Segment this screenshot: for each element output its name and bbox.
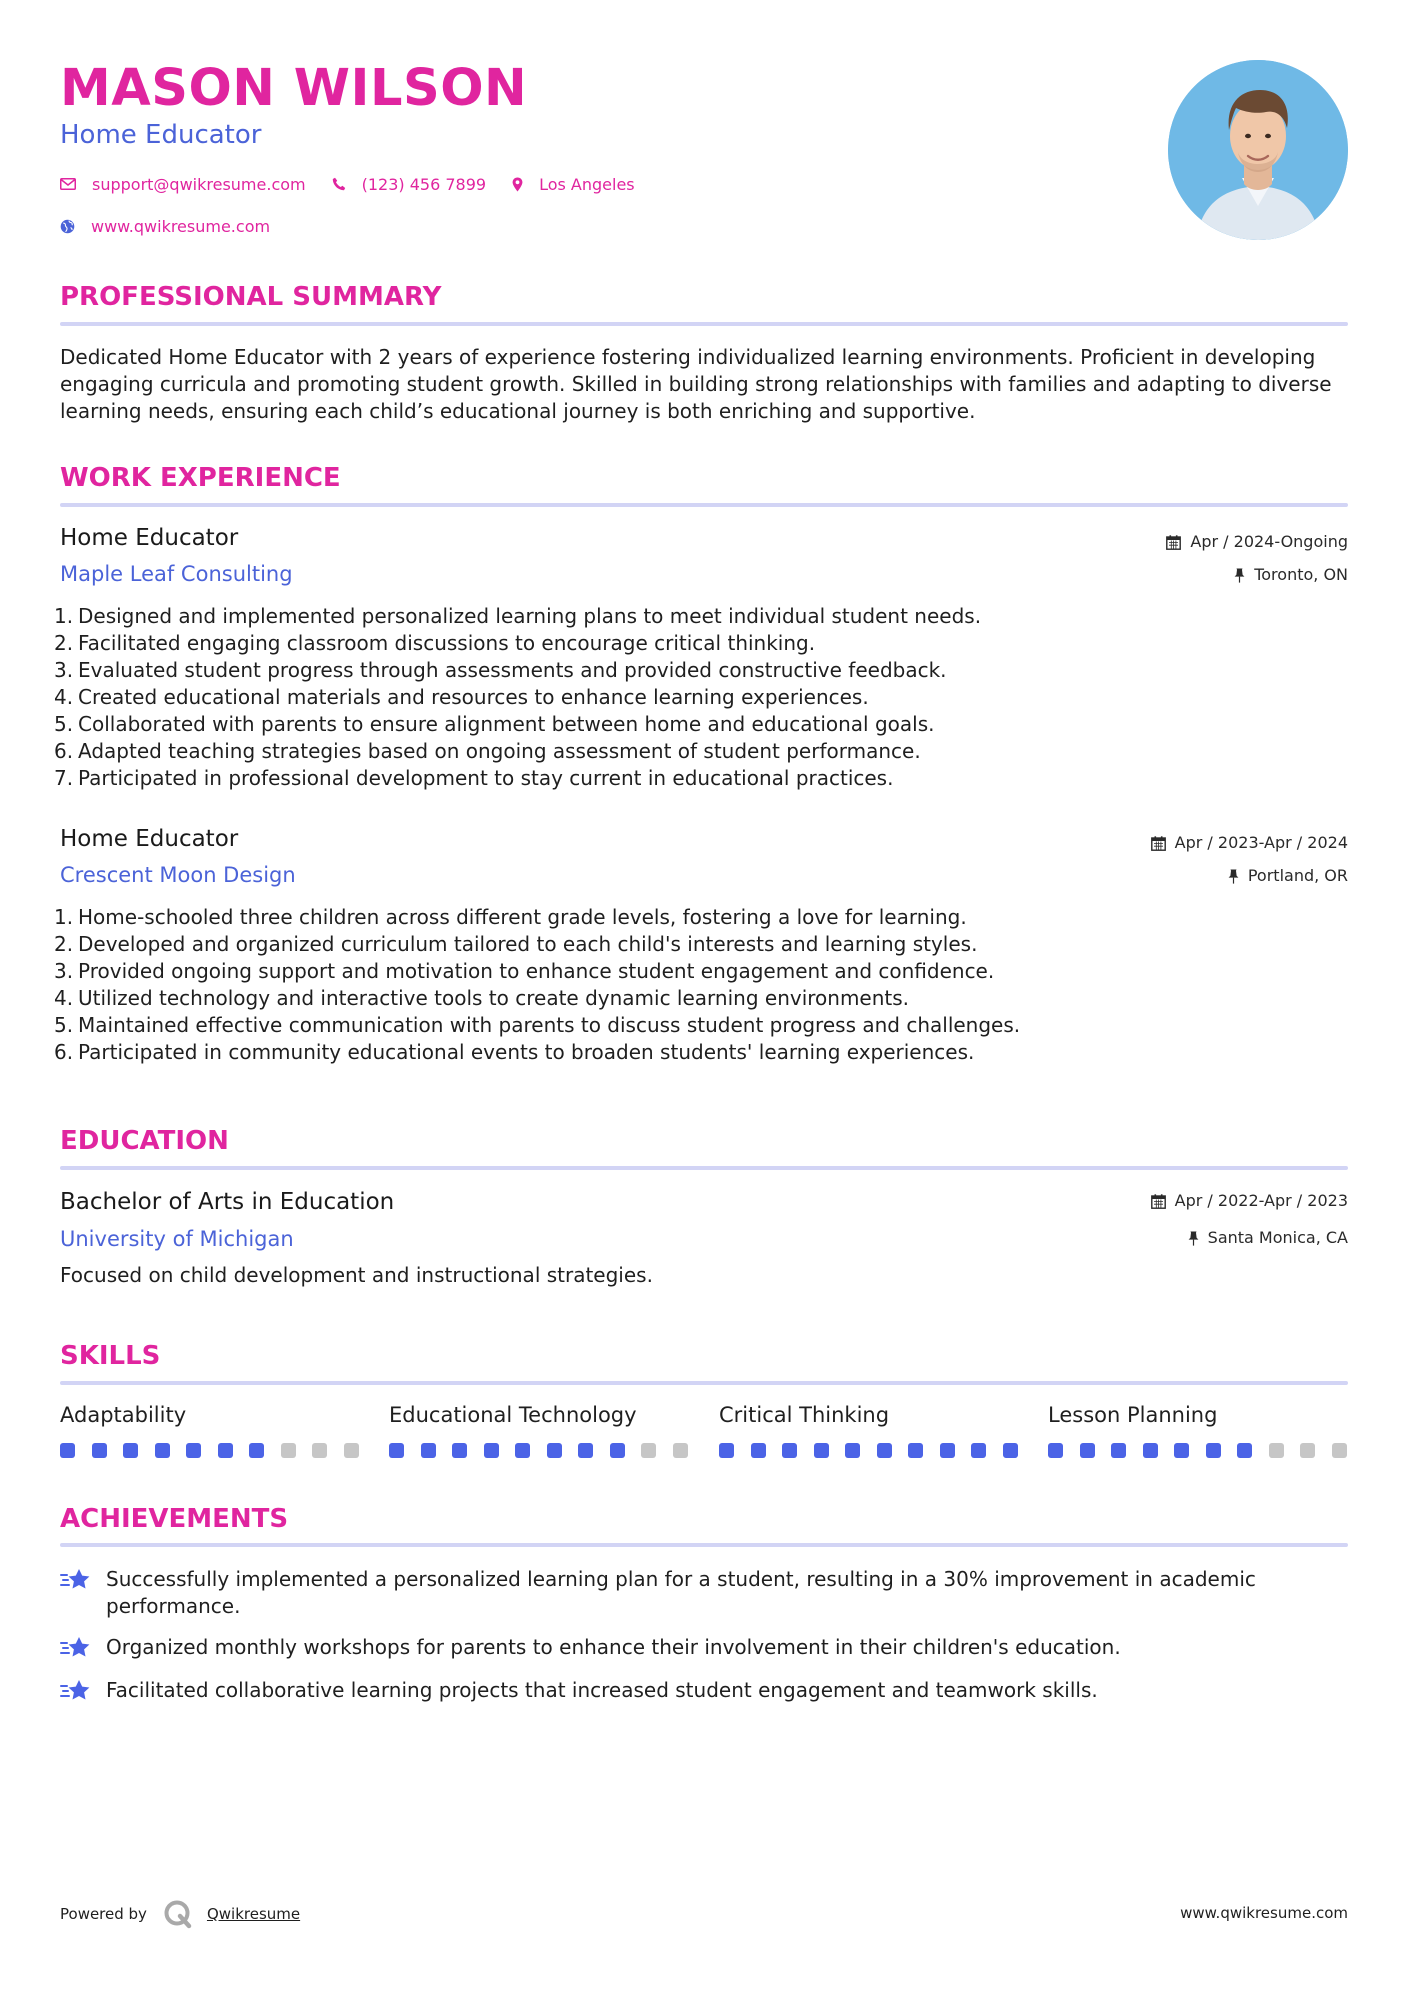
pushpin-icon (1234, 568, 1245, 583)
section-divider (60, 322, 1348, 326)
skill-dot-filled (814, 1443, 829, 1458)
job-dates-text: Apr / 2023-Apr / 2024 (1174, 833, 1348, 852)
job-location-text: Portland, OR (1247, 866, 1348, 885)
skill-item (1048, 1401, 1348, 1458)
summary-heading: PROFESSIONAL SUMMARY (60, 282, 442, 312)
email-text: support@qwikresume.com (92, 174, 306, 194)
achievement-item (60, 1634, 1350, 1661)
skill-dot-filled (421, 1443, 436, 1458)
skill-dot-empty (312, 1443, 327, 1458)
skill-dot-filled (218, 1443, 233, 1458)
list-item: 2. Developed and organized curriculum tailored to each child's interests and learning styles. (54, 932, 978, 956)
skill-dot-filled (610, 1443, 625, 1458)
skill-name: Critical Thinking (719, 1403, 890, 1427)
section-divider (60, 1543, 1348, 1547)
skill-dot-filled (1143, 1443, 1158, 1458)
skill-item (389, 1401, 689, 1458)
skill-dot-filled (123, 1443, 138, 1458)
skill-dot-filled (719, 1443, 734, 1458)
contact-row-primary (60, 172, 661, 196)
list-item: 6. Participated in community educational events to broaden students' learning experiences. (54, 1040, 975, 1064)
skill-dot-filled (1003, 1443, 1018, 1458)
job-company: Maple Leaf Consulting (60, 562, 293, 586)
skill-dot-filled (1237, 1443, 1252, 1458)
skill-dot-empty (344, 1443, 359, 1458)
education-heading: EDUCATION (60, 1126, 229, 1156)
globe-icon (60, 219, 75, 234)
section-divider (60, 1166, 1348, 1170)
skill-dot-filled (940, 1443, 955, 1458)
list-item: 5. Collaborated with parents to ensure alignment between home and educational goals. (54, 712, 935, 736)
skill-dot-filled (1174, 1443, 1189, 1458)
calendar-icon (1166, 535, 1181, 550)
achievement-text: Facilitated collaborative learning projects that increased student engagement and teamwork skills. (106, 1678, 1098, 1702)
skill-name: Educational Technology (389, 1403, 637, 1427)
person-portrait-icon (1168, 60, 1348, 240)
contact-row-secondary (60, 214, 296, 238)
list-item: 3. Evaluated student progress through assessments and provided constructive feedback. (54, 658, 947, 682)
list-item: 5. Maintained effective communication with parents to discuss student progress and challenges. (54, 1013, 1021, 1037)
education-location-text: Santa Monica, CA (1207, 1228, 1348, 1247)
skill-dot-empty (1269, 1443, 1284, 1458)
education-degree: Bachelor of Arts in Education (60, 1189, 395, 1215)
skill-dot-filled (782, 1443, 797, 1458)
job-dates (1151, 832, 1348, 854)
achievement-text: Successfully implemented a personalized learning plan for a student, resulting in a 30% improvement in academic performance. (106, 1567, 1256, 1618)
qwikresume-logo-icon (163, 1899, 193, 1929)
skill-dot-filled (1111, 1443, 1126, 1458)
job-location (1234, 564, 1348, 586)
job-bullets (54, 904, 1344, 1066)
powered-by-label: Powered by (60, 1905, 147, 1923)
skill-dot-filled (1048, 1443, 1063, 1458)
candidate-name: MASON WILSON (60, 59, 528, 118)
achievement-text: Organized monthly workshops for parents to enhance their involvement in their children's education. (106, 1635, 1121, 1659)
list-item: 3. Provided ongoing support and motivation to enhance student engagement and confidence. (54, 959, 995, 983)
shooting-star-icon (60, 1635, 92, 1661)
skill-dot-filled (452, 1443, 467, 1458)
skill-dot-empty (1300, 1443, 1315, 1458)
map-pin-icon (512, 177, 523, 192)
skill-dot-filled (515, 1443, 530, 1458)
profile-photo (1168, 60, 1348, 240)
education-description: Focused on child development and instructional strategies. (60, 1263, 653, 1287)
skill-rating (719, 1443, 1019, 1458)
skill-dot-filled (1080, 1443, 1095, 1458)
contact-email[interactable] (60, 175, 306, 194)
phone-text: (123) 456 7899 (361, 174, 487, 194)
skill-dot-filled (908, 1443, 923, 1458)
skill-dot-filled (877, 1443, 892, 1458)
skill-dot-empty (281, 1443, 296, 1458)
section-divider (60, 1381, 1348, 1385)
section-divider (60, 503, 1348, 507)
education-school: University of Michigan (60, 1227, 294, 1251)
experience-heading: WORK EXPERIENCE (60, 463, 341, 493)
list-item: 7. Participated in professional development to stay current in educational practices. (54, 766, 894, 790)
skill-item (719, 1401, 1019, 1458)
list-item: 4. Created educational materials and resources to enhance learning experiences. (54, 685, 869, 709)
contact-website[interactable] (60, 217, 270, 236)
skill-dot-empty (1332, 1443, 1347, 1458)
list-item: 1. Home-schooled three children across different grade levels, fostering a love for learning. (54, 905, 967, 929)
skill-dot-filled (186, 1443, 201, 1458)
education-dates (1151, 1190, 1348, 1212)
list-item: 1. Designed and implemented personalized learning plans to meet individual student needs. (54, 604, 982, 628)
footer-website[interactable]: www.qwikresume.com (1180, 1904, 1348, 1922)
location-text: Los Angeles (539, 174, 635, 194)
summary-text: Dedicated Home Educator with 2 years of experience fostering individualized learning environments. Proficient in developing engaging curricula and promoting student growth. Skilled in building strong relationships with families and adapting to diverse learning needs, ensuring each child’s educational journey is both enriching and supportive. (60, 345, 1332, 423)
education-dates-text: Apr / 2022-Apr / 2023 (1174, 1191, 1348, 1210)
calendar-icon (1151, 1194, 1166, 1209)
skill-dot-empty (641, 1443, 656, 1458)
skill-dot-filled (249, 1443, 264, 1458)
skill-dot-filled (60, 1443, 75, 1458)
skill-rating (389, 1443, 689, 1458)
skill-name: Lesson Planning (1048, 1403, 1218, 1427)
job-title: Home Educator (60, 525, 239, 551)
skill-dot-filled (484, 1443, 499, 1458)
footer-powered-by (60, 1899, 300, 1929)
achievements-heading: ACHIEVEMENTS (60, 1504, 289, 1534)
envelope-icon (60, 178, 76, 190)
list-item: 6. Adapted teaching strategies based on ongoing assessment of student performance. (54, 739, 921, 763)
skill-item (60, 1401, 360, 1458)
list-item: 4. Utilized technology and interactive tools to create dynamic learning environments. (54, 986, 910, 1010)
shooting-star-icon (60, 1567, 92, 1593)
skill-name: Adaptability (60, 1403, 187, 1427)
qwikresume-link[interactable]: Qwikresume (206, 1905, 301, 1923)
job-location-text: Toronto, ON (1254, 565, 1348, 584)
candidate-role: Home Educator (60, 120, 262, 150)
contact-location (512, 175, 635, 194)
skill-dot-filled (971, 1443, 986, 1458)
job-bullets (54, 603, 1344, 792)
achievement-item (60, 1566, 1350, 1620)
skill-dot-filled (1206, 1443, 1221, 1458)
education-location (1188, 1227, 1348, 1249)
skill-dot-empty (673, 1443, 688, 1458)
list-item: 2. Facilitated engaging classroom discussions to encourage critical thinking. (54, 631, 816, 655)
skill-rating (60, 1443, 360, 1458)
shooting-star-icon (60, 1678, 92, 1704)
job-title: Home Educator (60, 826, 239, 852)
skill-dot-filled (547, 1443, 562, 1458)
pushpin-icon (1188, 1231, 1199, 1246)
skill-dot-filled (155, 1443, 170, 1458)
job-company: Crescent Moon Design (60, 863, 296, 887)
skill-dot-filled (845, 1443, 860, 1458)
job-location (1228, 865, 1348, 887)
skill-rating (1048, 1443, 1348, 1458)
skill-dot-filled (389, 1443, 404, 1458)
skill-dot-filled (751, 1443, 766, 1458)
website-text: www.qwikresume.com (91, 216, 271, 236)
pushpin-icon (1228, 869, 1239, 884)
contact-phone[interactable] (332, 175, 486, 194)
achievement-item (60, 1677, 1350, 1704)
skill-dot-filled (92, 1443, 107, 1458)
job-dates-text: Apr / 2024-Ongoing (1190, 532, 1348, 551)
calendar-icon (1151, 836, 1166, 851)
job-dates (1166, 531, 1348, 553)
skill-dot-filled (578, 1443, 593, 1458)
phone-icon (332, 177, 346, 191)
skills-heading: SKILLS (60, 1341, 161, 1371)
